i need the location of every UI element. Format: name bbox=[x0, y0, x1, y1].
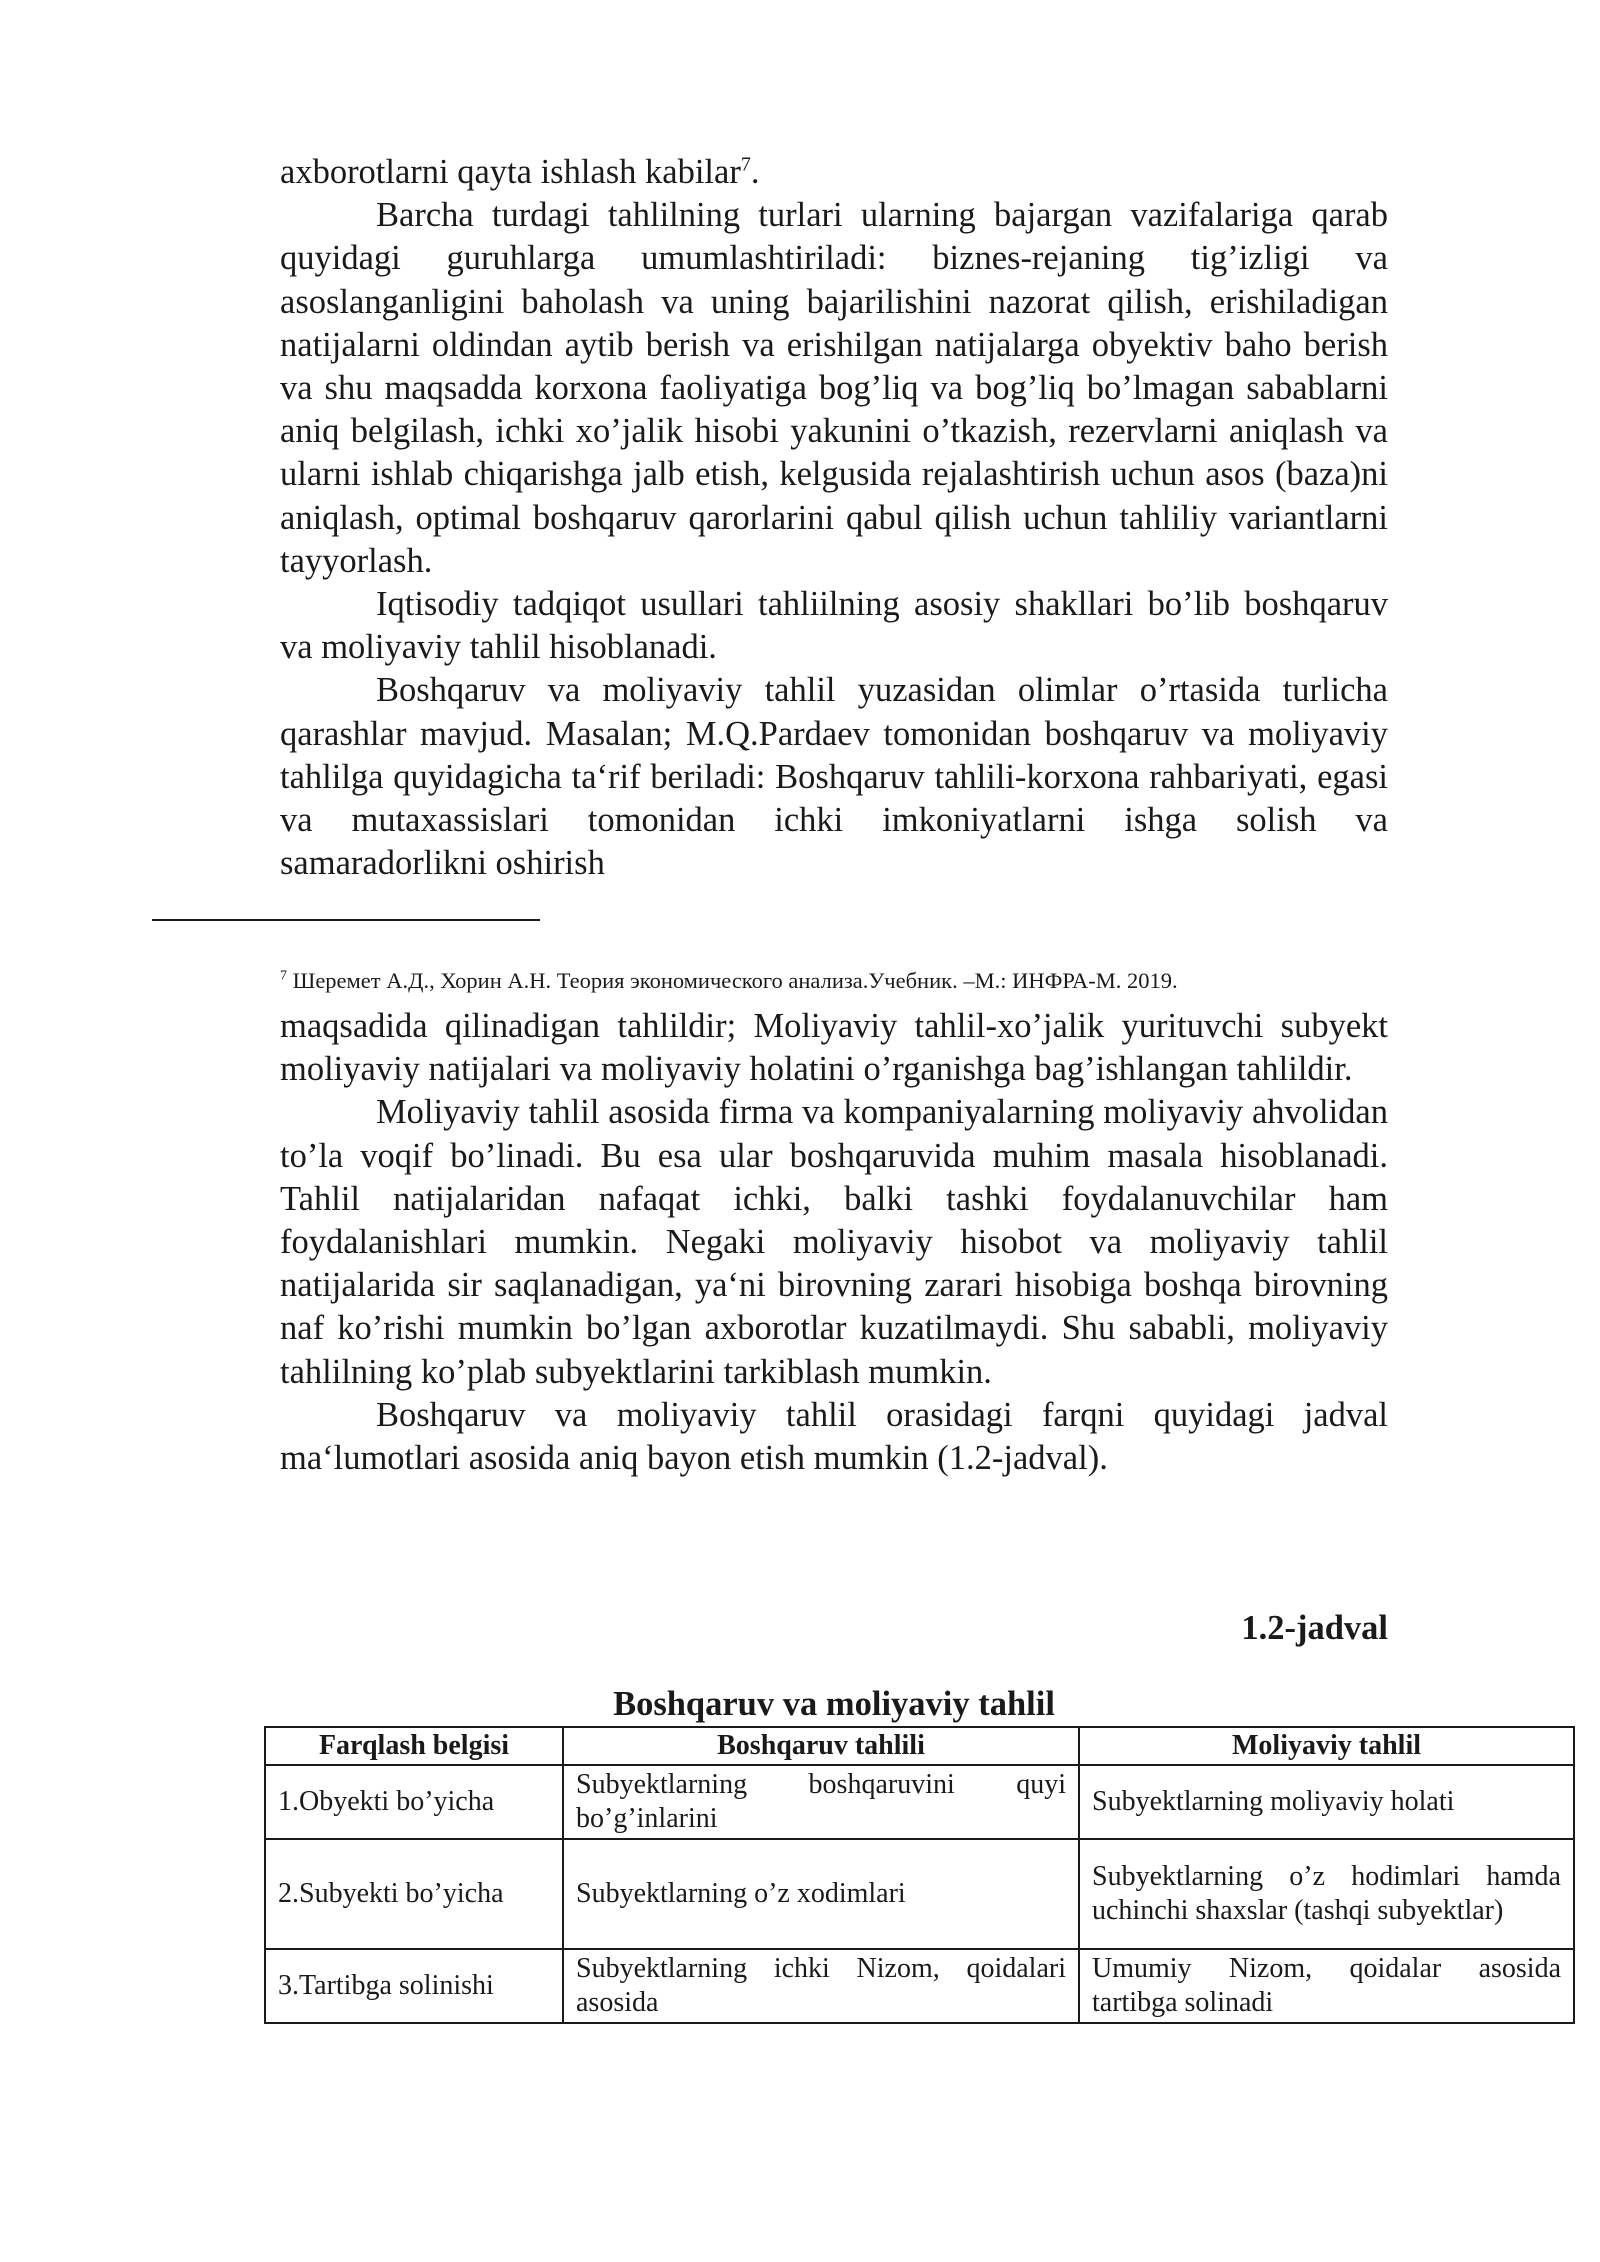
paragraph-research-methods: Iqtisodiy tadqiqot usullari tahliilning asosiy shakllari bo’lib boshqaruv va moliyaviy tahlil hisoblanadi. bbox=[280, 585, 1388, 667]
table-cell: 2.Subyekti bo’yicha bbox=[265, 1839, 563, 1949]
body-text-top bbox=[280, 151, 1388, 885]
table-cell: Subyektlarning moliyaviy holati bbox=[1079, 1765, 1574, 1839]
table-cell: 3.Tartibga solinishi bbox=[265, 1949, 563, 2023]
paragraph-views: Boshqaruv va moliyaviy tahlil yuzasidan olimlar o’rtasida turlicha qarashlar mavjud. Masalan; M.Q.Pardaev tomonidan boshqaruv va moliyaviy tahlilga quyidagicha ta‘rif beriladi: Boshqaruv tahlili-korxona rahbariyati, egasi va mutaxassislari tomonidan ichki imkoniyatlarni ishga solish va samaradorlikni oshirish bbox=[280, 671, 1388, 883]
paragraph-table-intro: Boshqaruv va moliyaviy tahlil orasidagi farqni quyidagi jadval ma‘lumotlari asosida aniq bayon etish mumkin (1.2-jadval). bbox=[280, 1395, 1388, 1478]
body-text-bottom bbox=[280, 1005, 1388, 1480]
column-header: Farqlash belgisi bbox=[265, 1727, 563, 1765]
paragraph-definitions: maqsadida qilinadigan tahlildir; Moliyaviy tahlil-xo’jalik yurituvchi subyekt moliyaviy natijalari va moliyaviy holatini o’rganishga bag’ishlangan tahlildir. bbox=[280, 1007, 1388, 1089]
footnote-number: 7 bbox=[280, 968, 287, 984]
column-header: Moliyaviy tahlil bbox=[1079, 1727, 1574, 1765]
table-title: Boshqaruv va moliyaviy tahlil bbox=[613, 1685, 1055, 1723]
table-cell: Subyektlarning o’z hodimlari hamda uchinchi shaxslar (tashqi subyektlar) bbox=[1079, 1839, 1574, 1949]
table-cell: Subyektlarning boshqaruvini quyi bo’g’inlarini bbox=[563, 1765, 1079, 1839]
table-cell: Subyektlarning ichki Nizom, qoidalari asosida bbox=[563, 1949, 1079, 2023]
table-row bbox=[265, 1765, 1574, 1839]
paragraph-analysis-groups: Barcha turdagi tahlilning turlari ularning bajargan vazifalariga qarab quyidagi guruhlarga umumlashtiriladi: biznes-rejaning tig’izligi va asoslanganligini baholash va uning bajarilishini nazorat qilish, erishiladigan natijalarni oldindan aytib berish va erishilgan natijalarga obyektiv baho berish va shu maqsadda korxona faoliyatiga bog’liq va bog’liq bo’lmagan sabablarni aniq belgilash, ichki xo’jalik hisobi yakunini o’tkazish, rezervlarni aniqlash va ularni ishlab chiqarishga jalb etish, kelgusida rejalashtirish uchun asos (baza)ni aniqlash, optimal boshqaruv qarorlarini qabul qilish uchun tahliliy variantlarni tayyorlash. bbox=[280, 196, 1388, 580]
table-cell: 1.Obyekti bo’yicha bbox=[265, 1765, 563, 1839]
paragraph-continuation: axborotlarni qayta ishlash kabilar$^7$. bbox=[280, 153, 760, 191]
table-row bbox=[265, 1949, 1574, 2023]
table-header-row bbox=[265, 1727, 1574, 1765]
table-row bbox=[265, 1839, 1574, 1949]
footnote bbox=[280, 966, 1388, 996]
footnote-text: Шеремет А.Д., Хорин А.Н. Теория экономического анализа.Учебник. –М.: ИНФРА-М. 2019. bbox=[287, 968, 1178, 993]
footnote-ref[interactable]: 7 bbox=[740, 153, 751, 176]
footnote-separator bbox=[152, 919, 540, 921]
table-cell: Umumiy Nizom, qoidalar asosida tartibga solinadi bbox=[1079, 1949, 1574, 2023]
table-cell: Subyektlarning o’z xodimlari bbox=[563, 1839, 1079, 1949]
comparison-table bbox=[264, 1726, 1575, 2024]
paragraph-financial-analysis: Moliyaviy tahlil asosida firma va kompaniyalarning moliyaviy ahvolidan to’la voqif bo’linadi. Bu esa ular boshqaruvida muhim masala hisoblanadi. Tahlil natijalaridan nafaqat ichki, balki tashki foydalanuvchilar ham foydalanishlari mumkin. Negaki moliyaviy hisobot va moliyaviy tahlil natijalarida sir saqlanadigan, ya‘ni birovning zarari hisobiga boshqa birovning naf ko’rishi mumkin bo’lgan axborotlar kuzatilmaydi. Shu sababli, moliyaviy tahlilning ko’plab subyektlarini tarkiblash mumkin. bbox=[280, 1093, 1388, 1391]
table-label: 1.2-jadval bbox=[1241, 1609, 1388, 1647]
column-header: Boshqaruv tahlili bbox=[563, 1727, 1079, 1765]
